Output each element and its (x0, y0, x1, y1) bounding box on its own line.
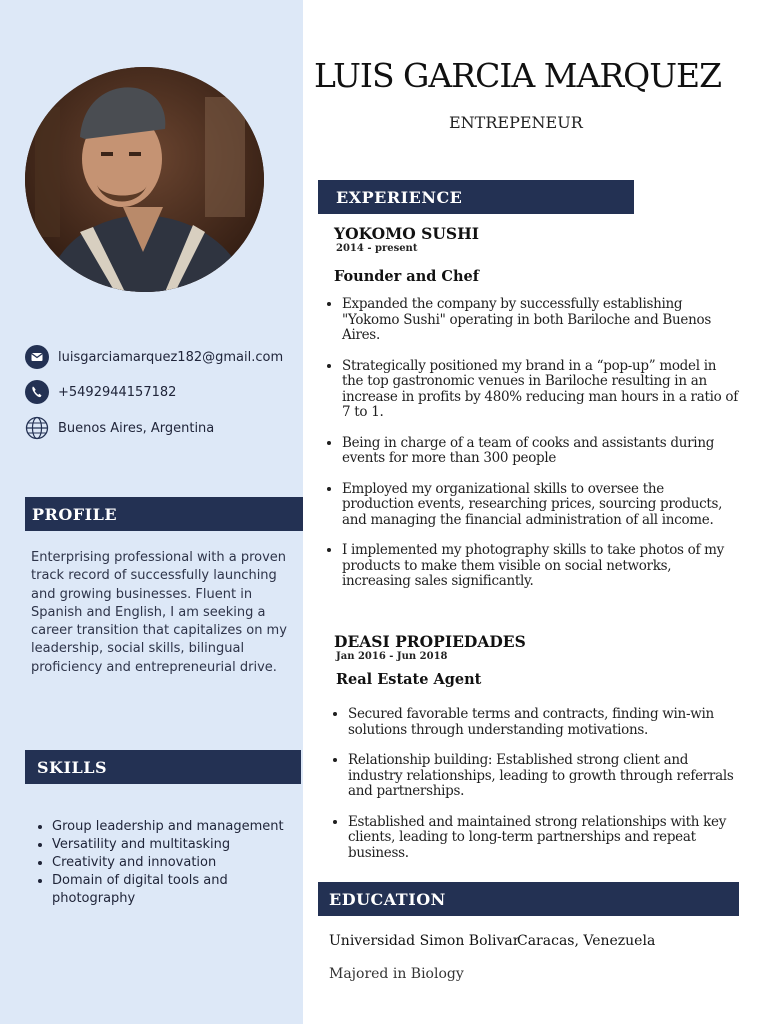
job-bullet: • I implemented my photography skills to take photos of my products to make them visible on social networks, increasing sales significantly. (342, 543, 738, 590)
job-bullet: • Established and maintained strong relationships with key clients, leading to long-term partnerships and repeat business. (348, 815, 738, 862)
education-heading: EDUCATION (318, 882, 739, 916)
job-bullet: • Strategically positioned my brand in a “pop-up” model in the top gastronomic venues in Bariloche resulting in an increase in profits by 480% reducing man hours in a ratio of 7 to 1. (342, 359, 738, 421)
job-bullet: • Being in charge of a team of cooks and assistants during events for more than 300 people (342, 436, 738, 467)
skill-item: • Domain of digital tools and photography (52, 872, 302, 908)
contact-phone[interactable] (25, 380, 176, 404)
job-company: DEASI PROPIEDADES (334, 632, 526, 651)
job-bullet: • Expanded the company by successfully establishing "Yokomo Sushi" operating in both Bariloche and Buenos Aires. (342, 297, 738, 344)
person-name: LUIS GARCIA MARQUEZ (314, 56, 722, 95)
email-icon (25, 345, 49, 369)
job-bullets (328, 297, 738, 605)
profile-text: Enterprising professional with a proven track record of successfully launching and growing businesses. Fluent in Spanish and English, I am seeking a career transition that capitalizes on my leadership, social skills, bilingual proficiency and entrepreneurial drive. (31, 550, 287, 675)
email-text: luisgarciamarquez182@gmail.com (58, 349, 284, 365)
profile-photo (25, 67, 264, 292)
phone-icon (25, 380, 49, 404)
profile-heading: PROFILE (25, 497, 303, 531)
skills-heading: SKILLS (25, 750, 301, 784)
person-title: ENTREPENEUR (449, 113, 583, 132)
job-role: Real Estate Agent (336, 671, 482, 688)
job-dates: Jan 2016 - Jun 2018 (336, 651, 448, 662)
globe-icon (25, 416, 49, 440)
job-bullets (334, 707, 738, 876)
skill-item: • Creativity and innovation (52, 854, 302, 872)
location-text: Buenos Aires, Argentina (58, 420, 215, 436)
contact-location (25, 416, 214, 440)
job-dates: 2014 - present (336, 243, 418, 254)
contact-email[interactable] (25, 345, 283, 369)
job-role: Founder and Chef (334, 268, 479, 285)
job-bullet: • Relationship building: Established strong client and industry relationships, leading to growth through referrals and partnerships. (348, 753, 738, 800)
skill-item: • Group leadership and management (52, 818, 302, 836)
job-bullet: • Employed my organizational skills to oversee the production events, researching prices, sourcing products, and managing the financial administration of all income. (342, 482, 738, 529)
education-location: Caracas, Venezuela (517, 933, 656, 949)
skills-list (31, 818, 302, 908)
skill-item: • Versatility and multitasking (52, 836, 302, 854)
job-bullet: • Secured favorable terms and contracts, finding win-win solutions through understanding motivations. (348, 707, 738, 738)
phone-text: +5492944157182 (58, 384, 177, 400)
job-company: YOKOMO SUSHI (334, 224, 479, 243)
education-major: Majored in Biology (329, 966, 464, 982)
experience-heading: EXPERIENCE (318, 180, 634, 214)
education-school: Universidad Simon Bolivar (329, 933, 520, 949)
